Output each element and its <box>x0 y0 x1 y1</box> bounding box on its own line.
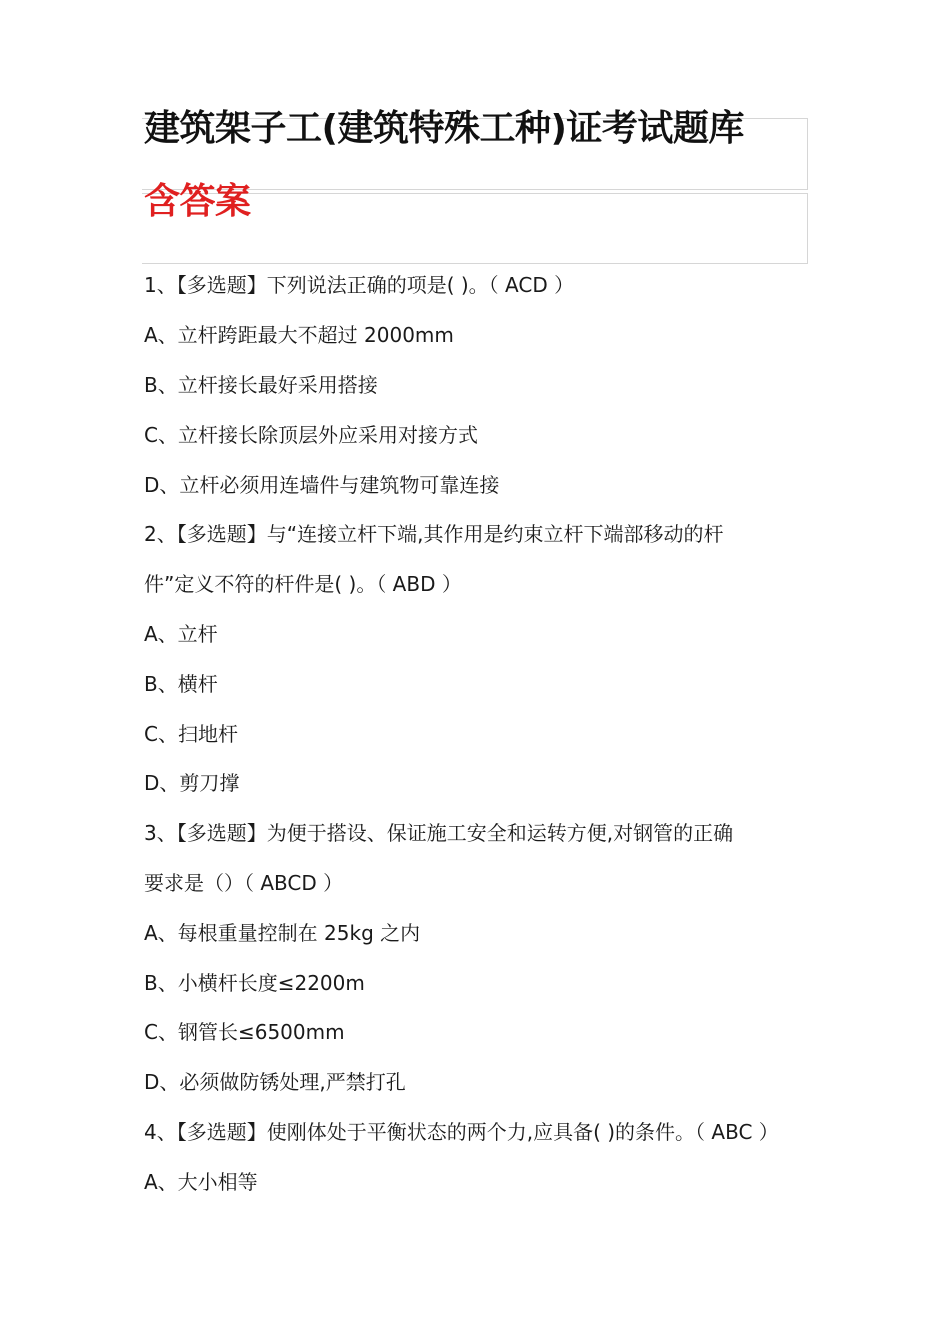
question-4-stem: 4、【多选题】使刚体处于平衡状态的两个力,应具备( )的条件。（ ABC ） <box>144 1120 779 1144</box>
question-1-option-a: A、立杆跨距最大不超过 2000mm <box>144 323 454 347</box>
question-3-stem-line2: 要求是（）（ ABCD ） <box>144 871 344 895</box>
question-1-option-d: D、立杆必须用连墙件与建筑物可靠连接 <box>144 473 500 497</box>
question-2-option-d: D、剪刀撑 <box>144 771 240 795</box>
question-3-option-c: C、钢管长≤6500mm <box>144 1020 345 1044</box>
question-3-option-b: B、小横杆长度≤2200m <box>144 971 365 995</box>
question-4-option-a: A、大小相等 <box>144 1170 258 1194</box>
question-1-stem: 1、【多选题】下列说法正确的项是( )。（ ACD ） <box>144 273 575 297</box>
question-3-option-d: D、必须做防锈处理,严禁打孔 <box>144 1070 406 1094</box>
question-1-option-b: B、立杆接长最好采用搭接 <box>144 373 378 397</box>
question-2-option-b: B、横杆 <box>144 672 218 696</box>
document-title: 建筑架子工(建筑特殊工种)证考试题库 <box>144 108 744 149</box>
question-2-stem-line1: 2、【多选题】与“连接立杆下端,其作用是约束立杆下端部移动的杆 <box>144 522 724 546</box>
question-3-option-a: A、每根重量控制在 25kg 之内 <box>144 921 421 945</box>
question-2-option-a: A、立杆 <box>144 622 218 646</box>
question-1-option-c: C、立杆接长除顶层外应采用对接方式 <box>144 423 478 447</box>
question-2-option-c: C、扫地杆 <box>144 722 238 746</box>
document-title-subtitle: 含答案 <box>144 181 251 222</box>
question-2-stem-line2: 件”定义不符的杆件是( )。（ ABD ） <box>144 572 462 596</box>
question-3-stem-line1: 3、【多选题】为便于搭设、保证施工安全和运转方便,对钢管的正确 <box>144 821 734 845</box>
